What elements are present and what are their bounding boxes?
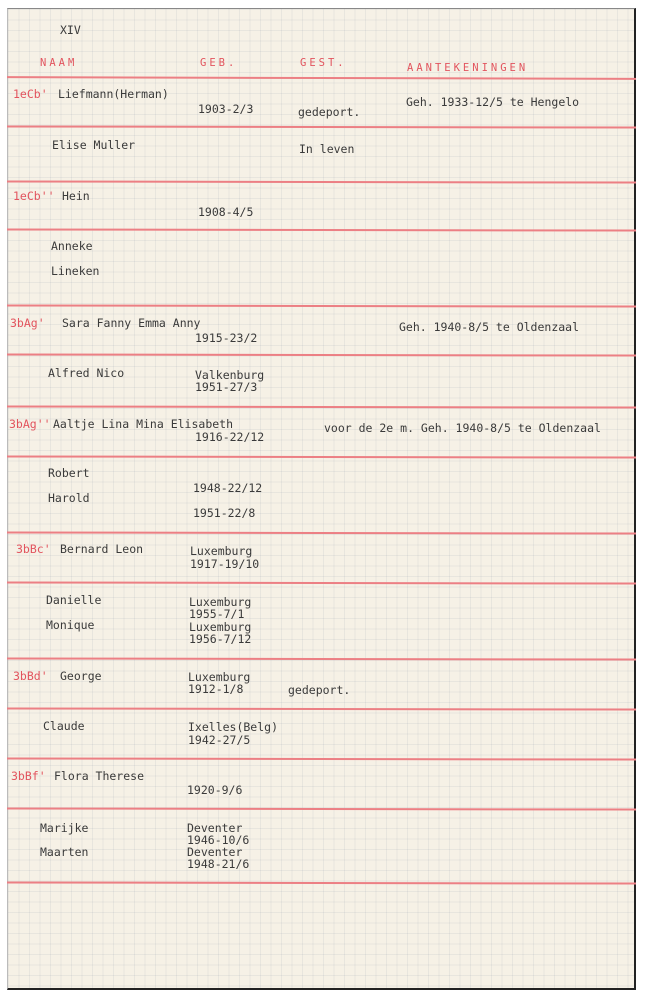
entry-name: Hein bbox=[62, 189, 90, 203]
entry-birth-place: Deventer bbox=[187, 845, 243, 859]
entry-birth-place: Luxemburg bbox=[190, 544, 253, 558]
header-aantekeningen: AANTEKENINGEN bbox=[407, 62, 529, 74]
entry-name: Claude bbox=[43, 719, 85, 733]
entry-birth-date: 1946-10/6 bbox=[187, 833, 250, 847]
entry-birth-date: 1917-19/10 bbox=[190, 557, 260, 571]
entry-birth-date: 1912-1/8 bbox=[188, 682, 244, 696]
entry-code: 3bAg' bbox=[10, 316, 45, 330]
entry-name: Elise Muller bbox=[52, 138, 136, 152]
entry-name: Marijke bbox=[40, 821, 89, 835]
entry-birth-place: Deventer bbox=[187, 821, 243, 835]
entry-name: Monique bbox=[46, 618, 95, 632]
entry-name: Liefmann(Herman) bbox=[58, 87, 169, 101]
entry-annotation: Geh. 1940-8/5 te Oldenzaal bbox=[399, 320, 580, 334]
entry-code: 3bBf' bbox=[11, 769, 46, 783]
entry-code: 3bBc' bbox=[16, 542, 51, 556]
entry-name: Harold bbox=[48, 491, 90, 505]
entry-name: Robert bbox=[48, 466, 90, 480]
entry-birth-date: 1916-22/12 bbox=[195, 430, 265, 444]
entry-birth-place: Luxemburg bbox=[189, 595, 252, 609]
entry-name: Sara Fanny Emma Anny bbox=[62, 316, 201, 330]
entry-annotation: voor de 2e m. Geh. 1940-8/5 te Oldenzaal bbox=[324, 421, 601, 435]
entry-birth-date: 1942-27/5 bbox=[188, 733, 251, 747]
entry-birth-date: 1951-27/3 bbox=[195, 380, 258, 394]
entry-name: Aaltje Lina Mina Elisabeth bbox=[53, 417, 234, 431]
entry-name: Lineken bbox=[51, 264, 100, 278]
entry-name: Anneke bbox=[51, 239, 93, 253]
entry-birth-place: Ixelles(Belg) bbox=[188, 720, 279, 734]
entry-name: Maarten bbox=[40, 845, 89, 859]
entry-death-note: gedeport. bbox=[288, 683, 351, 697]
entry-birth-date: 1908-4/5 bbox=[198, 205, 254, 219]
entry-birth-date: 1951-22/8 bbox=[193, 506, 256, 520]
entry-birth-date: 1915-23/2 bbox=[195, 331, 258, 345]
entry-birth-place: Luxemburg bbox=[189, 620, 252, 634]
entry-code: 3bBd' bbox=[13, 669, 48, 683]
entry-birth-date: 1948-22/12 bbox=[193, 481, 263, 495]
entry-birth-place: Luxemburg bbox=[188, 670, 251, 684]
entry-death-note: In leven bbox=[299, 142, 355, 156]
entry-name: Alfred Nico bbox=[48, 366, 125, 380]
entry-code: 1eCb'' bbox=[13, 189, 55, 203]
entry-birth-date: 1903-2/3 bbox=[198, 102, 254, 116]
header-naam: NAAM bbox=[40, 57, 78, 69]
entry-birth-date: 1955-7/1 bbox=[189, 607, 245, 621]
entry-name: Danielle bbox=[46, 593, 102, 607]
entry-birth-date: 1948-21/6 bbox=[187, 857, 250, 871]
header-gest: GEST. bbox=[300, 57, 347, 69]
header-geb: GEB. bbox=[200, 57, 238, 69]
entry-code: 1eCb' bbox=[13, 87, 48, 101]
entry-birth-date: 1920-9/6 bbox=[187, 783, 243, 797]
entry-code: 3bAg'' bbox=[9, 417, 51, 431]
entry-name: Flora Therese bbox=[54, 769, 145, 783]
entry-name: George bbox=[60, 669, 102, 683]
entry-birth-date: 1956-7/12 bbox=[189, 632, 252, 646]
entry-annotation: Geh. 1933-12/5 te Hengelo bbox=[406, 95, 580, 109]
entry-death-note: gedeport. bbox=[298, 105, 361, 119]
page-number: XIV bbox=[60, 23, 81, 37]
entry-birth-place: Valkenburg bbox=[195, 368, 265, 382]
entry-name: Bernard Leon bbox=[60, 542, 144, 556]
